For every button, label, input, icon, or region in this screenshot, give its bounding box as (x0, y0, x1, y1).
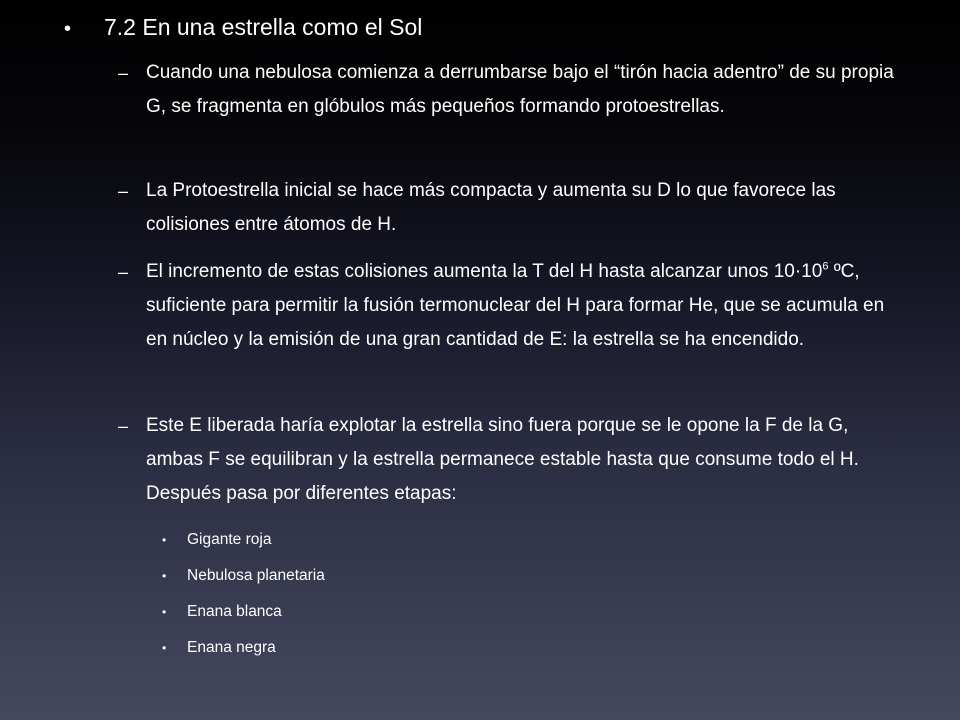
sub-list-item-text: Gigante roja (187, 531, 272, 548)
heading-row (64, 10, 422, 46)
sub-list-item (162, 601, 282, 623)
bullet-icon: • (162, 569, 167, 583)
list-item-text: Este E liberada haría explotar la estrella sino fuera porque se le opone la F de la G, ambas F se equilibran y la estrella permanece estable hasta que consume todo el H. Después pasa por diferentes etapas: (146, 415, 859, 504)
list-item-text (146, 255, 906, 357)
slide-heading: 7.2 En una estrella como el Sol (104, 14, 423, 40)
sub-list-item-text: Enana blanca (187, 603, 282, 620)
list-item (118, 174, 918, 242)
sub-list-item (162, 565, 325, 587)
list-item (118, 56, 918, 124)
sub-list-item-text: Enana negra (187, 639, 276, 656)
dash-icon: – (118, 416, 129, 436)
list-item (118, 255, 918, 357)
exponent: 6 (822, 260, 829, 273)
list-item (118, 409, 918, 511)
dash-icon: – (118, 262, 129, 282)
bullet-icon: • (162, 641, 167, 655)
sub-list-item-text: Nebulosa planetaria (187, 567, 325, 584)
sub-list-item (162, 637, 276, 659)
text-after-exponent: ºC, suficiente para permitir la fusión termonuclear del H para formar He, que se acumula en en núcleo y la emisión de una gran cantidad de E: la estrella se ha encendido. (146, 261, 885, 350)
sub-list-item (162, 529, 271, 551)
list-item-text: Cuando una nebulosa comienza a derrumbarse bajo el “tirón hacia adentro” de su propia G, se fragmenta en glóbulos más pequeños formando protoestrellas. (146, 62, 894, 117)
bullet-icon: • (64, 18, 72, 40)
list-item-text: La Protoestrella inicial se hace más compacta y aumenta su D lo que favorece las colisiones entre átomos de H. (146, 180, 836, 235)
dash-icon: – (118, 181, 129, 201)
bullet-icon: • (162, 605, 167, 619)
bullet-icon: • (162, 533, 167, 547)
text-before-exponent: El incremento de estas colisiones aumenta la T del H hasta alcanzar unos 10·10 (146, 261, 823, 282)
dash-icon: – (118, 63, 129, 83)
